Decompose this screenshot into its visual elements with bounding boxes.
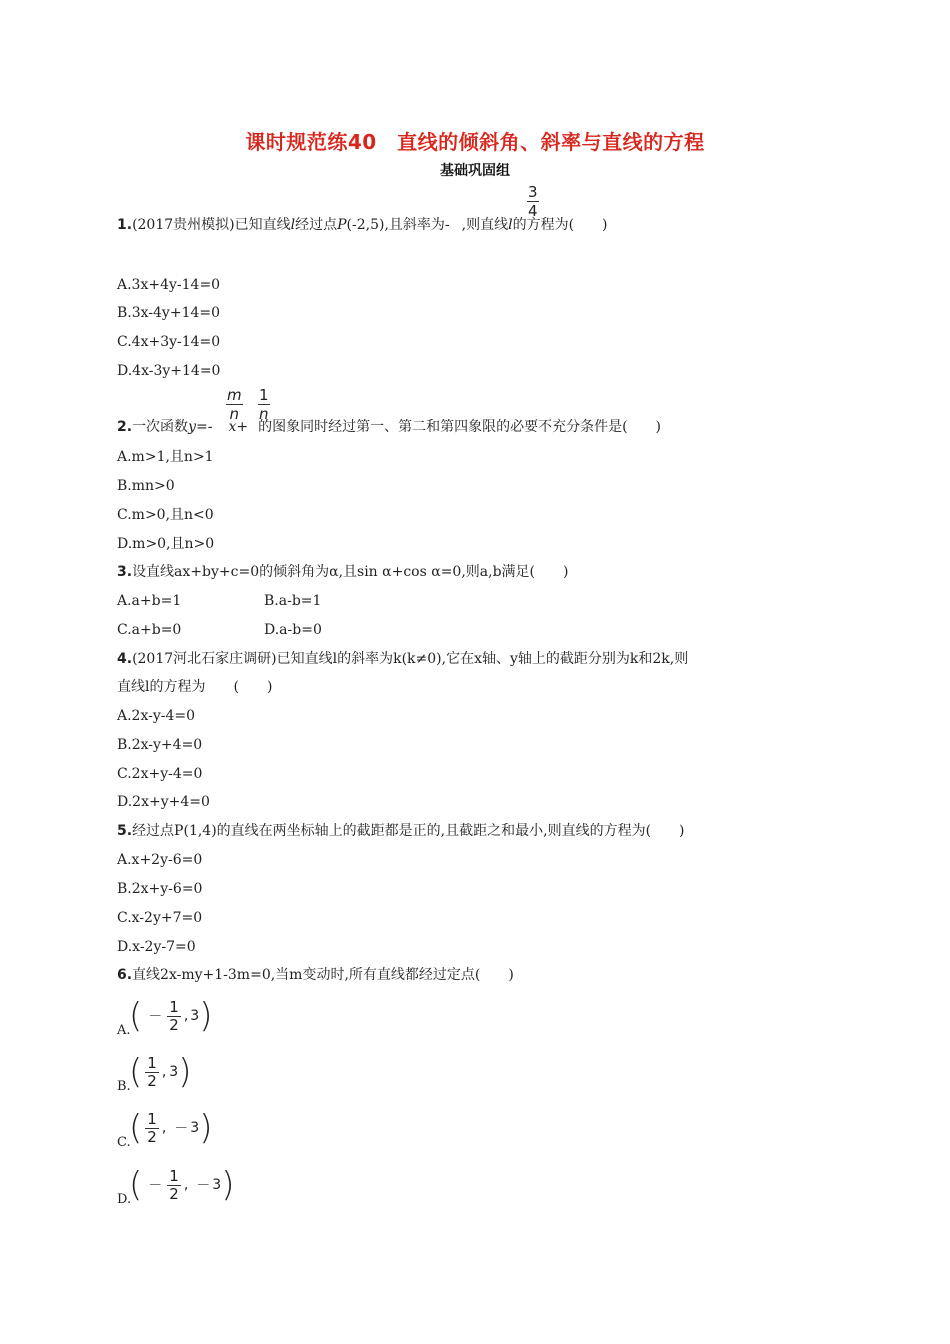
q1-option-b[interactable]: B.3x-4y+14=0 [117,305,221,321]
q3-option-c[interactable]: C.a+b=0 [117,622,182,638]
q2-option-d[interactable]: D.m>0,且n>0 [117,536,215,552]
section-subtitle: 基础巩固组 [440,163,510,179]
q2-option-a[interactable]: A.m>1,且n>1 [117,449,214,465]
q2-fraction-m-over-n: $\frac{m}{n}$ [227,386,242,423]
q3-option-d[interactable]: D.a-b=0 [264,622,322,638]
q3-option-a[interactable]: A.a+b=1 [117,593,182,609]
q1-slope-fraction: $\frac{3}{4}$ [528,183,538,220]
q6-option-a[interactable]: A. ( － 1 2 , 3 ) [117,996,213,1038]
question-5-stem: 5.经过点P(1,4)的直线在两坐标轴上的截距都是正的,且截距之和最小,则直线的方程为( ) [117,823,685,839]
question-4-stem-line-1: 4.(2017河北石家庄调研)已知直线l的斜率为k(k≠0),它在x轴、y轴上的截距分别为k和2k,则 [117,651,689,667]
question-4-stem-line-2: 直线l的方程为 ( ) [117,679,273,695]
q4-option-b[interactable]: B.2x-y+4=0 [117,737,203,753]
q5-option-a[interactable]: A.x+2y-6=0 [117,852,203,868]
q3-option-b[interactable]: B.a-b=1 [264,593,322,609]
q2-option-b[interactable]: B.mn>0 [117,478,175,494]
q5-option-d[interactable]: D.x-2y-7=0 [117,939,196,955]
q2-fraction-1-over-n: $\frac{1}{n}$ [259,386,269,423]
q1-option-c[interactable]: C.4x+3y-14=0 [117,334,221,350]
q5-option-b[interactable]: B.2x+y-6=0 [117,881,203,897]
q4-option-c[interactable]: C.2x+y-4=0 [117,766,203,782]
q1-option-d[interactable]: D.4x-3y+14=0 [117,363,221,379]
q4-option-d[interactable]: D.2x+y+4=0 [117,794,210,810]
q6-option-b[interactable]: B. ( 1 2 , 3 ) [117,1052,192,1094]
q4-option-a[interactable]: A.2x-y-4=0 [117,708,196,724]
question-6-stem: 6.直线2x-my+1-3m=0,当m变动时,所有直线都经过定点( ) [117,967,514,983]
q1-option-a[interactable]: A.3x+4y-14=0 [117,277,221,293]
page-title: 课时规范练40 直线的倾斜角、斜率与直线的方程 [245,130,705,154]
q5-option-c[interactable]: C.x-2y+7=0 [117,910,203,926]
q2-option-c[interactable]: C.m>0,且n<0 [117,507,214,523]
q6-option-d[interactable]: D. ( － 1 2 , － 3 ) [117,1165,235,1207]
question-1-stem: 1.(2017贵州模拟)已知直线l经过点P(-2,5),且斜率为- ,则直线l的方程为( ) [117,217,608,233]
question-2-stem: 2.一次函数y=- x+ 的图象同时经过第一、第二和第四象限的必要不充分条件是( ) [117,419,662,435]
q6-option-c[interactable]: C. ( 1 2 , － 3 ) [117,1108,213,1150]
question-3-stem: 3.设直线ax+by+c=0的倾斜角为α,且sin α+cos α=0,则a,b满足( ) [117,564,569,580]
